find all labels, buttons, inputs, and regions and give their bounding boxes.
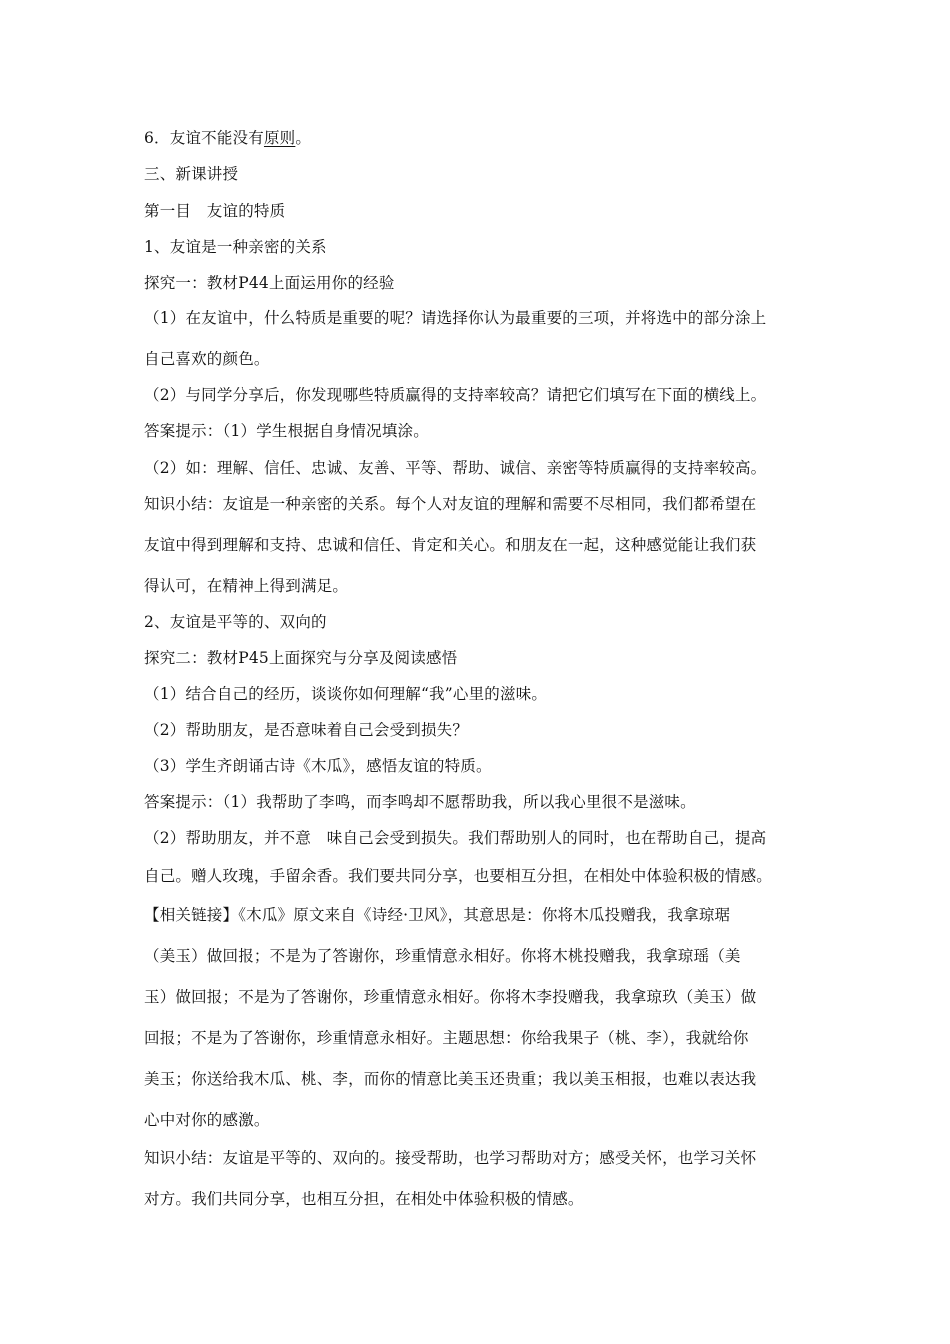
text-line-17: （2）帮助朋友，是否意味着自己会受到损失？ <box>144 721 469 739</box>
answer-hint-1: 答案提示：（1）学生根据自身情况填涂。 <box>144 422 429 440</box>
subsection-heading: 第一目 友谊的特质 <box>144 202 286 220</box>
text-line-25: 回报；不是为了答谢你，珍重情意永相好。主题思想：你给我果子（桃、李），我就给你 <box>144 1029 749 1047</box>
text-line-18: （3）学生齐朗诵古诗《木瓜》，感悟友谊的特质。 <box>144 757 492 775</box>
text-line-13: 得认可，在精神上得到满足。 <box>144 577 349 595</box>
knowledge-summary-2: 知识小结：友谊是平等的、双向的。接受帮助，也学习帮助对方；感受关怀，也学习关怀 <box>144 1149 757 1167</box>
point-heading-1: 1、友谊是一种亲密的关系 <box>144 238 327 256</box>
line-1-tail: 。 <box>295 129 312 147</box>
knowledge-summary-1: 知识小结：友谊是一种亲密的关系。每个人对友谊的理解和需要不尽相同，我们都希望在 <box>144 495 757 513</box>
text-line-29: 对方。我们共同分享，也相互分担，在相处中体验积极的情感。 <box>144 1190 584 1208</box>
answer-hint-2: 答案提示：（1）我帮助了李鸣，而李鸣却不愿帮助我，所以我心里很不是滋味。 <box>144 793 696 811</box>
text-line-6: （1）在友谊中，什么特质是重要的呢？请选择你认为最重要的三项，并将选中的部分涂上 <box>144 309 767 327</box>
text-line-7: 自己喜欢的颜色。 <box>144 350 270 368</box>
text-line-16: （1）结合自己的经历，谈谈你如何理解“我”心里的滋味。 <box>144 685 548 703</box>
text-line-27: 心中对你的感激。 <box>144 1111 270 1129</box>
exploration-1-heading: 探究一：教材P44上面运用你的经验 <box>144 274 395 292</box>
text-line-23: （美玉）做回报；不是为了答谢你，珍重情意永相好。你将木桃投赠我，我拿琼瑶（美 <box>144 947 741 965</box>
text-line-20: （2）帮助朋友，并不意 味自己会受到损失。我们帮助别人的同时，也在帮助自己，提高 <box>144 829 767 847</box>
related-link: 【相关链接】《木瓜》原文来自《诗经·卫风》，其意思是：你将木瓜投赠我，我拿琼琚 <box>144 906 731 924</box>
section-heading: 三、新课讲授 <box>144 165 239 183</box>
text-line-12: 友谊中得到理解和支持、忠诚和信任、肯定和关心。和朋友在一起，这种感觉能让我们获 <box>144 536 757 554</box>
exploration-2-heading: 探究二：教材P45上面探究与分享及阅读感悟 <box>144 649 458 667</box>
text-line-8: （2）与同学分享后，你发现哪些特质赢得的支持率较高？请把它们填写在下面的横线上。 <box>144 386 767 404</box>
point-heading-2: 2、友谊是平等的、双向的 <box>144 613 327 631</box>
text-line-24: 玉）做回报；不是为了答谢你，珍重情意永相好。你将木李投赠我，我拿琼玖（美玉）做 <box>144 988 757 1006</box>
text-line-21: 自己。赠人玫瑰，手留余香。我们要共同分享，也要相互分担，在相处中体验积极的情感。 <box>144 867 773 885</box>
underlined-term: 原则 <box>263 129 296 147</box>
text-line-1 <box>144 128 812 148</box>
text-line-10: （2）如：理解、信任、忠诚、友善、平等、帮助、诚信、亲密等特质赢得的支持率较高。 <box>144 459 767 477</box>
line-1-text: 6．友谊不能没有 <box>144 129 264 147</box>
text-line-26: 美玉；你送给我木瓜、桃、李，而你的情意比美玉还贵重；我以美玉相报，也难以表达我 <box>144 1070 757 1088</box>
